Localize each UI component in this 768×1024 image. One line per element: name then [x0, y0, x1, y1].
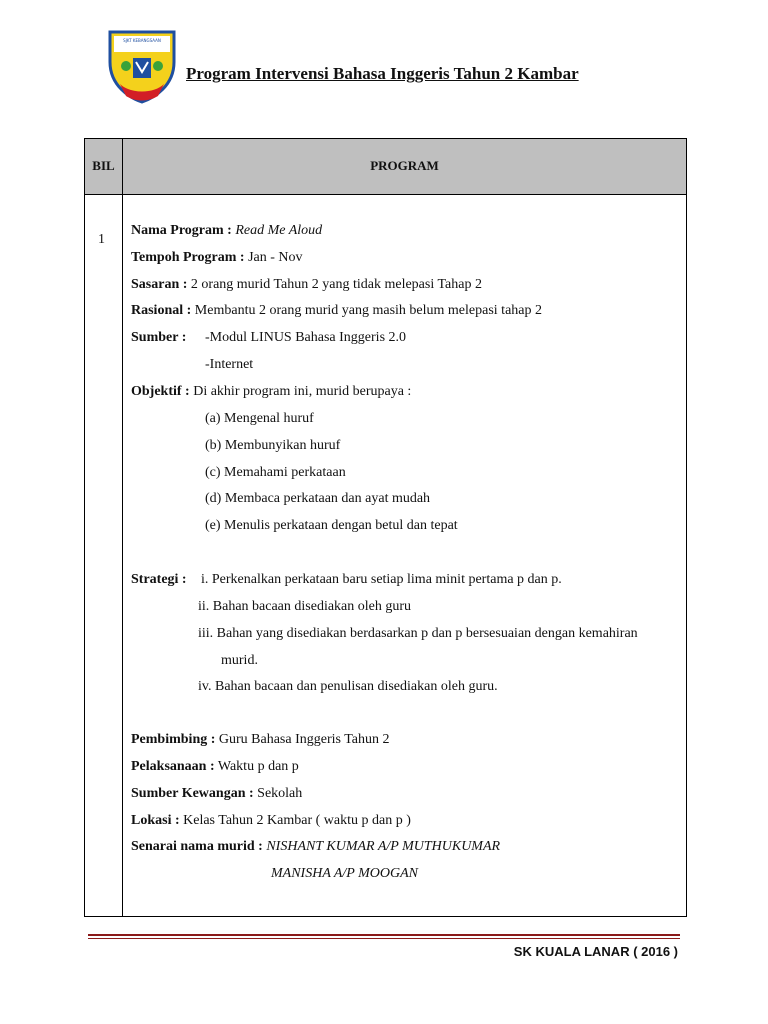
murid-name: NISHANT KUMAR A/P MUTHUKUMAR — [266, 839, 501, 854]
nama-program-line — [131, 223, 322, 239]
pelaksanaan-label: Pelaksanaan : — [131, 759, 215, 774]
sumber-value-2: -Internet — [205, 357, 254, 372]
sumber-value-1: -Modul LINUS Bahasa Inggeris 2.0 — [205, 330, 407, 345]
column-divider — [122, 139, 123, 916]
nama-program-value: Read Me Aloud — [235, 223, 323, 238]
pembimbing-line — [131, 732, 390, 748]
lokasi-value: Kelas Tahun 2 Kambar ( waktu p dan p ) — [183, 813, 411, 828]
tempoh-label: Tempoh Program : — [131, 250, 245, 265]
objektif-item: (b) Membunyikan huruf — [205, 438, 341, 453]
objektif-line — [131, 384, 411, 400]
sasaran-value: 2 orang murid Tahun 2 yang tidak melepasi Tahap 2 — [190, 277, 482, 292]
school-crest-logo — [106, 28, 178, 104]
footer-rule-top — [88, 934, 680, 936]
murid-name: MANISHA A/P MOOGAN — [271, 866, 418, 881]
sumber-line — [131, 330, 186, 346]
strategi-label — [131, 572, 187, 588]
objektif-intro: Di akhir program ini, murid berupaya : — [193, 384, 412, 399]
pembimbing-value: Guru Bahasa Inggeris Tahun 2 — [218, 732, 390, 747]
lokasi-line — [131, 813, 411, 829]
rasional-value: Membantu 2 orang murid yang masih belum melepasi tahap 2 — [194, 303, 542, 318]
footer-school: SK KUALA LANAR ( 2016 ) — [513, 944, 678, 959]
kewangan-label: Sumber Kewangan : — [131, 786, 254, 801]
logo-text: SJKT KEBANGSAAN — [123, 38, 161, 43]
rasional-label: Rasional : — [131, 303, 192, 318]
strategi-item: iii. Bahan yang disediakan berdasarkan p dan p bersesuaian dengan kemahiran — [198, 626, 638, 641]
table-header-row — [85, 139, 686, 195]
pembimbing-label: Pembimbing : — [131, 732, 216, 747]
strategi-item: ii. Bahan bacaan disediakan oleh guru — [198, 599, 412, 614]
header-bil: BIL — [92, 158, 115, 173]
strategi-item: i. Perkenalkan perkataan baru setiap lima minit pertama p dan p. — [201, 572, 562, 587]
footer-rule-bottom — [88, 938, 680, 939]
objektif-item: (e) Menulis perkataan dengan betul dan tepat — [205, 518, 458, 533]
pelaksanaan-value: Waktu p dan p — [217, 759, 299, 774]
row-number: 1 — [98, 232, 105, 247]
senarai-line — [131, 839, 500, 855]
tempoh-value: Jan - Nov — [248, 250, 303, 265]
sumber-label: Sumber : — [131, 330, 187, 345]
page-title: Program Intervensi Bahasa Inggeris Tahun 2 Kambar — [186, 64, 579, 83]
header-program: PROGRAM — [370, 158, 439, 173]
objektif-item: (a) Mengenal huruf — [205, 411, 314, 426]
rasional-line — [131, 303, 542, 319]
lokasi-label: Lokasi : — [131, 813, 180, 828]
nama-program-label: Nama Program : — [131, 223, 232, 238]
strategi-item: murid. — [221, 653, 258, 668]
strategi-item: iv. Bahan bacaan dan penulisan disediakan oleh guru. — [198, 679, 498, 694]
objektif-item: (d) Membaca perkataan dan ayat mudah — [205, 491, 431, 506]
sasaran-line — [131, 277, 482, 293]
strategi-label-text: Strategi : — [131, 572, 187, 587]
objektif-label: Objektif : — [131, 384, 190, 399]
program-table — [84, 138, 687, 917]
kewangan-line — [131, 786, 302, 802]
objektif-item: (c) Memahami perkataan — [205, 465, 346, 480]
senarai-label: Senarai nama murid : — [131, 839, 263, 854]
sasaran-label: Sasaran : — [131, 277, 188, 292]
pelaksanaan-line — [131, 759, 299, 775]
kewangan-value: Sekolah — [257, 786, 303, 801]
tempoh-line — [131, 250, 303, 266]
